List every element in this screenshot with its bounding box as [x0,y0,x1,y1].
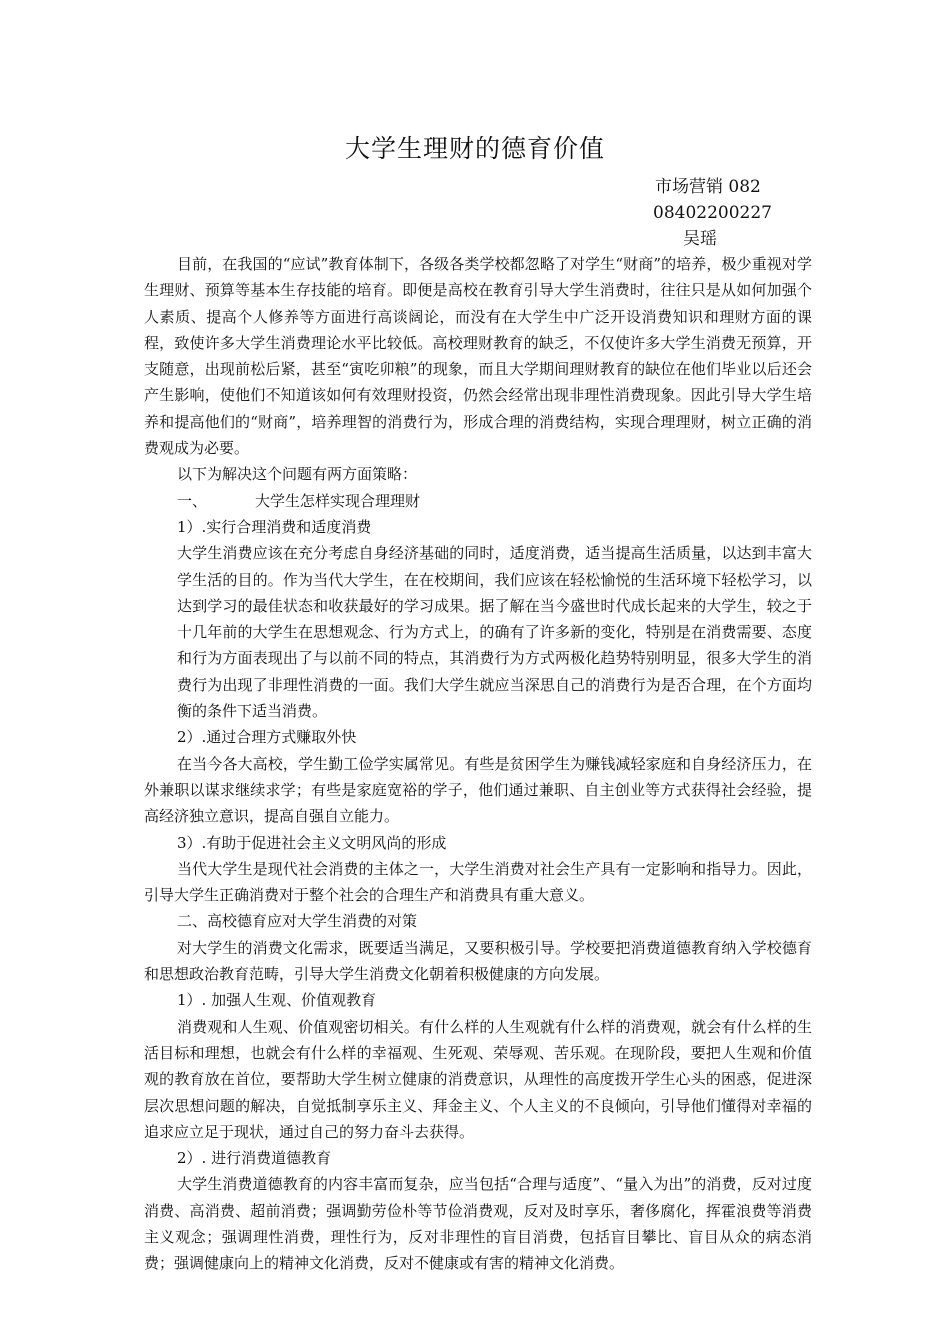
document-body [144,251,812,1277]
strategy-intro: 以下为解决这个问题有两方面策略： [177,465,418,484]
section1-number: 一、 [177,491,208,510]
document-title: 大学生理财的德育价值 [344,134,605,163]
intro-paragraph: 目前，在我国的“应试”教育体制下，各级各类学校都忽略了对学生“财商”的培养，极少重视对学生理财、预算等基本生存技能的培育。即便是高校在教育引导大学生消费时，往往只是从如何加强个人素质、提高个人修养等方面进行高谈阔论，而没有在大学生中广泛开设消费知识和理财方面的课程，致使许多大学生消费理论水平比较低。高校理财教育的缺乏，不仅使许多大学生消费无预算，开支随意，出现前松后紧，甚至“寅吃卯粮”的现象，而且大学期间理财教育的缺位在他们毕业以后还会产生影响，使他们不知道该如何有效理财投资，仍然会经常出现非理性消费现象。因此引导大学生培养和提高他们的“财商”，培养理智的消费行为，形成合理的消费结构，实现合理理财，树立正确的消费观成为必要。 [144,255,812,458]
author-major: 市场营销 082 [655,177,761,197]
section1-item2-heading: 2）.通过合理方式赚取外快 [177,728,357,747]
section2-item2-text: 大学生消费道德教育的内容丰富而复杂，应当包括“合理与适度”、“量入为出”的消费，反对过度消费、高消费、超前消费；强调勤劳俭朴等节俭消费观，反对及时享乐，奢侈腐化，挥霍浪费等消费主义观念；强调理性消费，理性行为，反对非理性的盲目消费，包括盲目攀比、盲目从众的病态消费；强调健康向上的精神文化消费，反对不健康或有害的精神文化消费。 [144,1175,812,1273]
section2-item1-heading: 1）. 加强人生观、价值观教育 [177,991,377,1010]
section2-item1-text: 消费观和人生观、价值观密切相关。有什么样的人生观就有什么样的消费观，就会有什么样的生活目标和理想，也就会有什么样的幸福观、生死观、荣辱观、苦乐观。在现阶段，要把人生观和价值观的教育放在首位，要帮助大学生树立健康的消费意识，从理性的高度拨开学生心头的困惑，促进深层次思想问题的解决，自觉抵制享乐主义、拜金主义、个人主义的不良倾向，引导他们懂得对幸福的追求应立足于现状，通过自己的努力奋斗去获得。 [144,1017,812,1141]
section1-item2-text: 在当今各大高校，学生勤工俭学实属常见。有些是贫困学生为赚钱减轻家庭和自身经济压力，在外兼职以谋求继续求学；有些是家庭宽裕的学子，他们通过兼职、自主创业等方式获得社会经验，提高经济独立意识，提高自强自立能力。 [144,754,812,826]
section1-item1-heading: 1）.实行合理消费和适度消费 [177,517,372,536]
section2-item2-heading: 2）. 进行消费道德教育 [177,1149,332,1168]
section2-intro: 对大学生的消费文化需求，既要适当满足，又要积极引导。学校要把消费道德教育纳入学校德育和思想政治教育范畴，引导大学生消费文化朝着积极健康的方向发展。 [144,938,812,984]
author-name: 吴瑶 [683,229,717,249]
section1-heading-line [144,488,812,514]
section2-heading: 二、高校德育应对大学生消费的对策 [177,912,418,931]
author-student-id: 08402200227 [653,203,772,223]
section1-item3-text: 当代大学生是现代社会消费的主体之一，大学生消费对社会生产具有一定影响和指导力。因此，引导大学生正确消费对于整个社会的合理生产和消费具有重大意义。 [144,859,812,905]
section1-item1-text: 大学生消费应该在充分考虑自身经济基础的同时，适度消费，适当提高生活质量，以达到丰富大学生活的目的。作为当代大学生，在在校期间，我们应该在轻松愉悦的生活环境下轻松学习，以达到学习的最佳状态和收获最好的学习成果。据了解在当今盛世时代成长起来的大学生，较之于十几年前的大学生在思想观念、行为方式上，的确有了许多新的变化，特别是在消费需要、态度和行为方面表现出了与以前不同的特点，其消费行为方式两极化趋势特别明显，很多大学生的消费行为出现了非理性消费的一面。我们大学生就应当深思自己的消费行为是否合理，在个方面均衡的条件下适当消费。 [177,544,812,721]
section1-heading: 大学生怎样实现合理理财 [255,491,421,510]
section1-item3-heading: 3）.有助于促进社会主义文明风尚的形成 [177,833,447,852]
